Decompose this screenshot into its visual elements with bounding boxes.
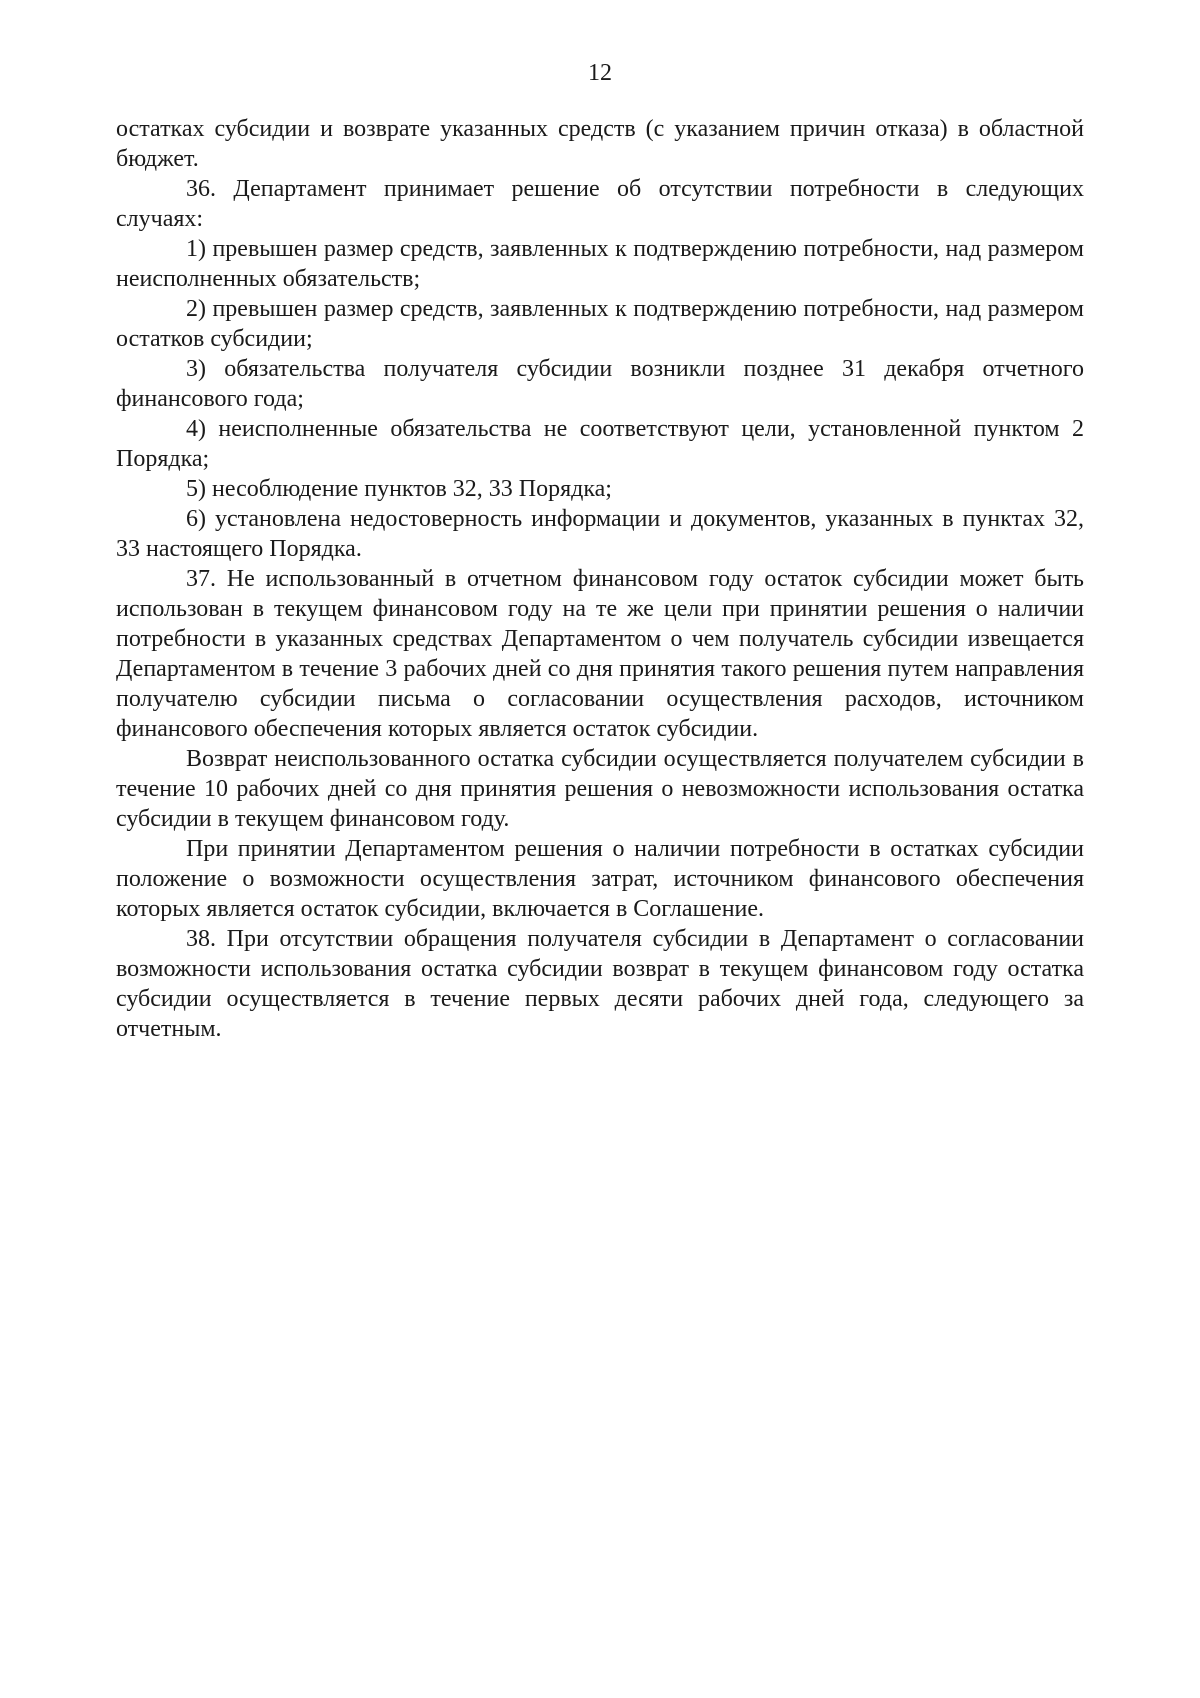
paragraph-clause-36-item-5: 5) несоблюдение пунктов 32, 33 Порядка; xyxy=(186,476,612,502)
paragraph-clause-36: 36. Департамент принимает решение об отсутствии потребности в следующих случаях: xyxy=(116,176,1084,232)
paragraph-clause-36-item-1: 1) превышен размер средств, заявленных к подтверждению потребности, над размером неисполненных обязательств; xyxy=(116,236,1084,292)
document-body xyxy=(116,114,1084,1044)
paragraph-clause-37: 37. Не использованный в отчетном финансовом году остаток субсидии может быть использован в текущем финансовом году на те же цели при принятии решения о наличии потребности в указанных средствах Департаментом о чем получатель субсидии извещается Департаментом в течение 3 рабочих дней со дня принятия такого решения путем направления получателю субсидии письма о согласовании осуществления расходов, источником финансового обеспечения которых является остаток субсидии. xyxy=(116,566,1084,742)
paragraph-return-of-remainder: Возврат неиспользованного остатка субсидии осуществляется получателем субсидии в течение 10 рабочих дней со дня принятия решения о невозможности использования остатка субсидии в текущем финансовом году. xyxy=(116,746,1084,832)
paragraph-clause-36-item-4: 4) неисполненные обязательства не соответствуют цели, установленной пунктом 2 Порядка; xyxy=(116,416,1084,472)
paragraph-continuation: остатках субсидии и возврате указанных средств (с указанием причин отказа) в областной бюджет. xyxy=(116,116,1084,172)
paragraph-agreement-provision: При принятии Департаментом решения о наличии потребности в остатках субсидии положение о возможности осуществления затрат, источником финансового обеспечения которых является остаток субсидии, включается в Соглашение. xyxy=(116,836,1084,922)
paragraph-clause-36-item-2: 2) превышен размер средств, заявленных к подтверждению потребности, над размером остатков субсидии; xyxy=(116,296,1084,352)
page-number: 12 xyxy=(588,60,612,86)
paragraph-clause-36-item-6: 6) установлена недостоверность информации и документов, указанных в пунктах 32, 33 настоящего Порядка. xyxy=(116,506,1084,562)
paragraph-clause-38: 38. При отсутствии обращения получателя субсидии в Департамент о согласовании возможности использования остатка субсидии возврат в текущем финансовом году остатка субсидии осуществляется в течение первых десяти рабочих дней года, следующего за отчетным. xyxy=(116,926,1084,1042)
paragraph-clause-36-item-3: 3) обязательства получателя субсидии возникли позднее 31 декабря отчетного финансового года; xyxy=(116,356,1084,412)
